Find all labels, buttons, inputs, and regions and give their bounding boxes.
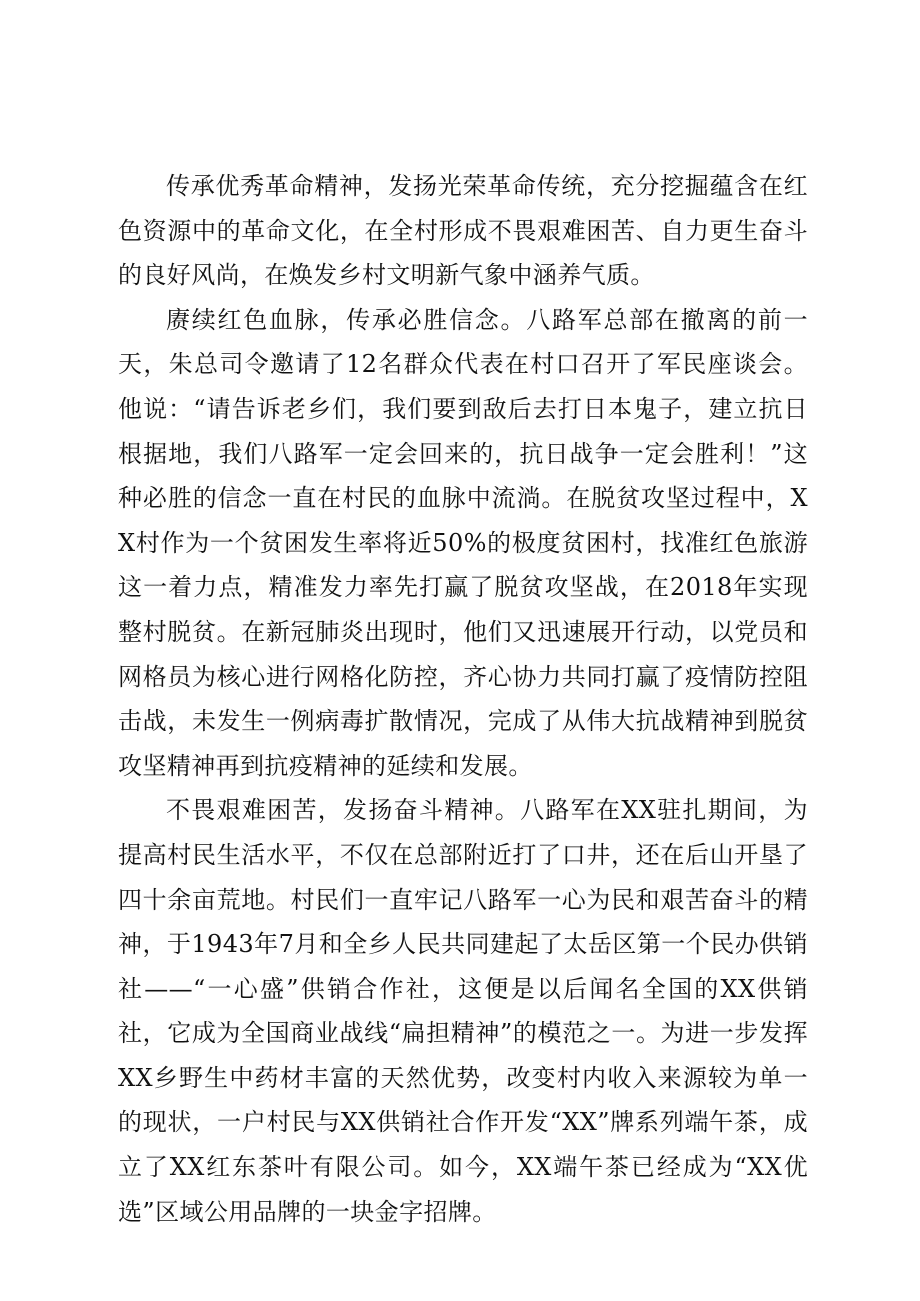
paragraph-struggle-spirit: 不畏艰难困苦，发扬奋斗精神。八路军在XX驻扎期间，为提高村民生活水平，不仅在总部附近打了口井，还在后山开垦了四十余亩荒地。村民们一直牢记八路军一心为民和艰苦奋斗的精神，于1943年7月和全乡人民共同建起了太岳区第一个民办供销社——“一心盛”供销合作社，这便是以后闻名全国的XX供销社，它成为全国商业战线“扁担精神”的模范之一。为进一步发挥XX乡野生中药材丰富的天然优势，改变村内收入来源较为单一的现状，一户村民与XX供销社合作开发“XX”牌系列端午茶，成立了XX红东茶叶有限公司。如今，XX端午茶已经成为“XX优选”区域公用品牌的一块金字招牌。 [118,796,808,1226]
paragraph-red-bloodline: 赓续红色血脉，传承必胜信念。八路军总部在撤离的前一天，朱总司令邀请了12名群众代表在村口召开了军民座谈会。他说：“请告诉老乡们，我们要到敌后去打日本鬼子，建立抗日根据地，我们八路军一定会回来的，抗日战争一定会胜利！”这种必胜的信念一直在村民的血脉中流淌。在脱贫攻坚过程中，XX村作为一个贫困发生率将近50%的极度贫困村，找准红色旅游这一着力点，精准发力率先打赢了脱贫攻坚战，在2018年实现整村脱贫。在新冠肺炎出现时，他们又迅速展开行动，以党员和网格员为核心进行网格化防控，齐心协力共同打赢了疫情防控阻击战，未发生一例病毒扩散情况，完成了从伟大抗战精神到脱贫攻坚精神再到抗疫精神的延续和发展。 [118,305,808,780]
document-body [118,164,808,1234]
paragraph-intro: 传承优秀革命精神，发扬光荣革命传统，充分挖掘蕴含在红色资源中的革命文化，在全村形成不畏艰难困苦、自力更生奋斗的良好风尚，在焕发乡村文明新气象中涵养气质。 [118,172,808,290]
